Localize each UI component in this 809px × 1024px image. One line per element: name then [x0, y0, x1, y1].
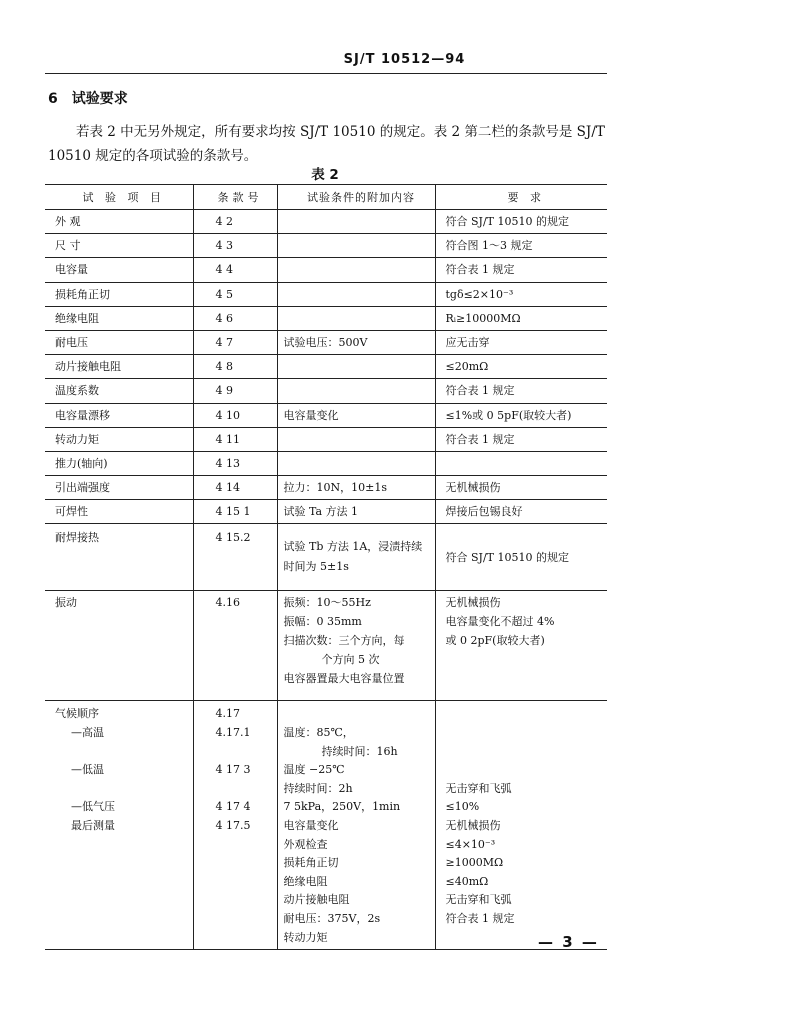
test-requirements-table	[45, 184, 607, 950]
cell-requirement: 无机械损伤	[435, 476, 607, 500]
condition-line: 试验 Tb 方法 1A，浸渍持续	[283, 540, 423, 554]
table-row-solder-heat	[45, 524, 607, 591]
cell-requirement	[435, 451, 607, 475]
condition-line: 温度：85℃，	[283, 726, 354, 740]
cell-condition: 拉力：10N，10±1s	[277, 476, 435, 500]
cell-requirement: 焊接后包锡良好	[435, 500, 607, 524]
table-title: 表 2	[311, 167, 339, 183]
cell-item: 尺 寸	[45, 234, 193, 258]
cell-item: 损耗角正切	[45, 282, 193, 306]
cell-clause: 4 13	[193, 451, 277, 475]
cell-condition	[277, 258, 435, 282]
cell-item: 耐电压	[45, 330, 193, 354]
cell-item: 外 观	[45, 210, 193, 234]
item-line: 气候顺序	[55, 707, 99, 721]
cell-clause: 4 15.2	[193, 524, 277, 591]
table-row	[45, 403, 607, 427]
cell-condition	[277, 451, 435, 475]
condition-line: 动片接触电阻	[283, 893, 350, 907]
cell-clause: 4 15 1	[193, 500, 277, 524]
section-title: 试验要求	[71, 91, 128, 107]
cell-item: 引出端强度	[45, 476, 193, 500]
table-row	[45, 258, 607, 282]
condition-line: 绝缘电阻	[283, 874, 328, 888]
cell-item: 耐焊接热	[45, 524, 193, 591]
section-number: 6	[48, 91, 58, 107]
document-code-header: SJ/T 10512—94	[343, 52, 466, 67]
condition-line: 耐电压：375V，2s	[283, 911, 381, 925]
condition-line: 温度 −25℃	[283, 763, 345, 777]
table-row-climatic-sequence	[45, 701, 607, 950]
cell-condition: 电容量变化	[277, 403, 435, 427]
item-line: —低气压	[71, 800, 115, 814]
cell-item: 温度系数	[45, 379, 193, 403]
condition-line: 扫描次数：三个方向，每	[283, 634, 405, 648]
requirement-line: ≤4×10⁻³	[445, 837, 496, 851]
col-header-requirement: 要 求	[435, 185, 607, 210]
condition-line: 振频：10～55Hz	[283, 596, 371, 610]
cell-requirement: Rᵢ≥10000MΩ	[435, 306, 607, 330]
page-number: — 3 —	[538, 933, 599, 951]
cell-clause: 4 11	[193, 427, 277, 451]
table-row	[45, 355, 607, 379]
condition-line: 时间为 5±1s	[283, 560, 349, 574]
requirement-line: 无击穿和飞弧	[445, 781, 512, 795]
cell-condition	[277, 591, 435, 701]
table-row	[45, 476, 607, 500]
cell-condition	[277, 282, 435, 306]
condition-line: 振幅：0 35mm	[283, 615, 362, 629]
cell-requirement	[435, 701, 607, 950]
cell-item: 振动	[45, 591, 193, 701]
clause-line: 4 17 3	[215, 763, 251, 777]
condition-line: 7 5kPa，250V，1min	[283, 800, 401, 814]
table-row	[45, 451, 607, 475]
requirement-line: ≤40mΩ	[445, 874, 489, 888]
cell-clause: 4.16	[193, 591, 277, 701]
cell-condition	[277, 355, 435, 379]
condition-line: 电容器置最大电容量位置	[283, 672, 405, 686]
cell-clause	[193, 701, 277, 950]
item-line: —高温	[71, 726, 104, 740]
col-header-clause: 条款号	[193, 185, 277, 210]
table-row	[45, 330, 607, 354]
cell-condition: 试验电压：500V	[277, 330, 435, 354]
clause-line: 4.17	[215, 707, 240, 721]
cell-requirement: 符合图 1～3 规定	[435, 234, 607, 258]
cell-item: 绝缘电阻	[45, 306, 193, 330]
cell-requirement: 符合表 1 规定	[435, 258, 607, 282]
requirement-line: 或 0 2pF(取较大者)	[445, 634, 545, 648]
cell-condition	[277, 210, 435, 234]
cell-requirement: tgδ≤2×10⁻³	[435, 282, 607, 306]
table-row-vibration	[45, 591, 607, 701]
cell-requirement: 符合 SJ/T 10510 的规定	[435, 210, 607, 234]
item-line: 最后测量	[71, 819, 115, 832]
condition-line: 持续时间：16h	[321, 744, 398, 758]
clause-line: 4 17.5	[215, 819, 251, 832]
requirement-line: 无机械损伤	[445, 596, 501, 610]
cell-item	[45, 701, 193, 950]
table-row	[45, 427, 607, 451]
cell-clause: 4 4	[193, 258, 277, 282]
cell-item: 推力(轴向)	[45, 451, 193, 475]
table-row	[45, 210, 607, 234]
condition-line: 持续时间：2h	[283, 781, 353, 795]
cell-clause: 4 5	[193, 282, 277, 306]
cell-clause: 4 9	[193, 379, 277, 403]
cell-requirement	[435, 591, 607, 701]
cell-condition	[277, 701, 435, 950]
condition-line: 电容量变化	[283, 819, 339, 832]
requirement-line: 符合表 1 规定	[445, 911, 515, 925]
table-row	[45, 282, 607, 306]
condition-line: 个方向 5 次	[321, 653, 380, 667]
cell-clause: 4 7	[193, 330, 277, 354]
cell-condition: 试验 Ta 方法 1	[277, 500, 435, 524]
col-header-condition: 试验条件的附加内容	[277, 185, 435, 210]
cell-item: 电容量	[45, 258, 193, 282]
cell-item: 可焊性	[45, 500, 193, 524]
cell-requirement: 符合表 1 规定	[435, 427, 607, 451]
table-row	[45, 306, 607, 330]
cell-item: 转动力矩	[45, 427, 193, 451]
cell-condition	[277, 306, 435, 330]
cell-clause: 4 10	[193, 403, 277, 427]
col-header-item: 试 验 项 目	[45, 185, 193, 210]
clause-line: 4.17.1	[215, 726, 251, 740]
cell-clause: 4 3	[193, 234, 277, 258]
item-line: —低温	[71, 763, 104, 777]
table-row	[45, 234, 607, 258]
clause-line: 4 17 4	[215, 800, 251, 814]
cell-requirement: ≤1%或 0 5pF(取较大者)	[435, 403, 607, 427]
requirement-line: 无击穿和飞弧	[445, 893, 512, 907]
header-rule	[45, 73, 607, 74]
cell-requirement: ≤20mΩ	[435, 355, 607, 379]
cell-requirement: 符合表 1 规定	[435, 379, 607, 403]
cell-requirement: 应无击穿	[435, 330, 607, 354]
cell-clause: 4 8	[193, 355, 277, 379]
table-header-row	[45, 185, 607, 210]
condition-line: 转动力矩	[283, 930, 328, 944]
requirement-line: ≤10%	[445, 800, 480, 814]
section-heading	[48, 88, 128, 108]
cell-condition	[277, 379, 435, 403]
condition-line: 外观检查	[283, 837, 328, 851]
requirement-line: ≥1000MΩ	[445, 856, 504, 870]
cell-clause: 4 14	[193, 476, 277, 500]
table-row	[45, 500, 607, 524]
condition-line: 损耗角正切	[283, 856, 339, 870]
cell-condition	[277, 524, 435, 591]
requirement-line: 电容量变化不超过 4%	[445, 615, 555, 629]
intro-paragraph: 若表 2 中无另外规定，所有要求均按 SJ/T 10510 的规定。表 2 第二栏的条款号是 SJ/T 10510 规定的各项试验的条款号。	[48, 124, 605, 164]
cell-condition	[277, 234, 435, 258]
cell-clause: 4 2	[193, 210, 277, 234]
cell-item: 电容量漂移	[45, 403, 193, 427]
cell-clause: 4 6	[193, 306, 277, 330]
cell-item: 动片接触电阻	[45, 355, 193, 379]
requirement-line: 无机械损伤	[445, 819, 501, 832]
cell-requirement: 符合 SJ/T 10510 的规定	[435, 524, 607, 591]
cell-condition	[277, 427, 435, 451]
table-row	[45, 379, 607, 403]
